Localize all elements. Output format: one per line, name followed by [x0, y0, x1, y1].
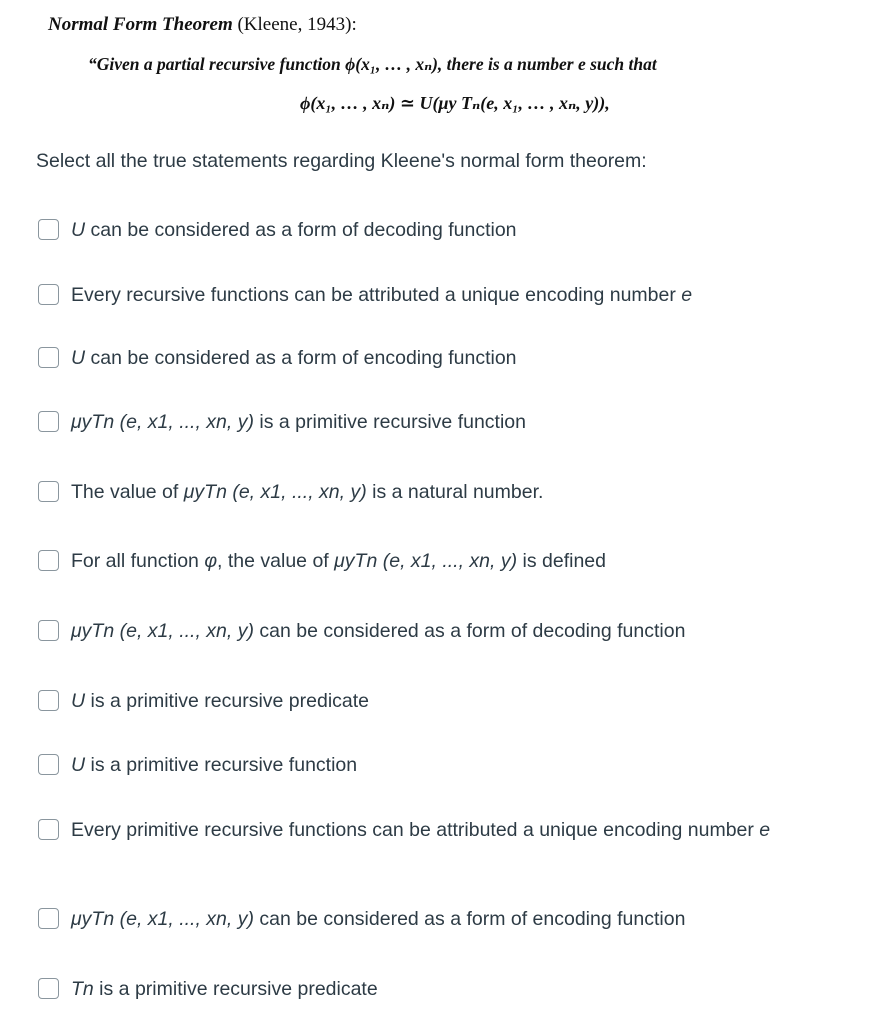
- math-term: U: [71, 219, 86, 241]
- option-label: [71, 977, 851, 1001]
- option-text: Every primitive recursive functions can be attributed a unique encoding number: [71, 819, 760, 841]
- checkbox[interactable]: [38, 481, 59, 502]
- option-label: [71, 480, 851, 504]
- option-text: is a primitive recursive predicate: [85, 690, 370, 712]
- option-text: , the value of: [217, 550, 335, 572]
- option-9[interactable]: [38, 753, 858, 777]
- math-term: e: [759, 819, 771, 841]
- option-label: [71, 753, 851, 777]
- math-term: U: [71, 347, 86, 369]
- option-text: is a primitive recursive function: [253, 411, 526, 433]
- option-label: [71, 818, 851, 842]
- option-label: [71, 689, 851, 713]
- checkbox[interactable]: [38, 690, 59, 711]
- option-4[interactable]: [38, 410, 858, 434]
- option-text: Every recursive functions can be attributed a unique encoding number: [71, 284, 682, 306]
- checkbox[interactable]: [38, 219, 59, 240]
- option-text: is a natural number.: [366, 481, 544, 503]
- checkbox[interactable]: [38, 411, 59, 432]
- option-10[interactable]: [38, 818, 858, 842]
- question-prompt: Select all the true statements regarding Kleene's normal form theorem:: [36, 150, 647, 172]
- option-text: is defined: [517, 550, 607, 572]
- option-label: [71, 410, 851, 434]
- option-6[interactable]: [38, 549, 858, 573]
- math-term: μyTn (e, x1, ..., xn, y): [183, 481, 367, 503]
- option-label: [71, 283, 851, 307]
- option-label: [71, 549, 851, 573]
- option-text: can be considered as a form of decoding function: [85, 219, 517, 241]
- option-12[interactable]: [38, 977, 858, 1001]
- checkbox[interactable]: [38, 908, 59, 929]
- checkbox[interactable]: [38, 620, 59, 641]
- math-term: μyTn (e, x1, ..., xn, y): [71, 908, 254, 930]
- option-text: can be considered as a form of decoding function: [253, 620, 686, 642]
- checkbox[interactable]: [38, 978, 59, 999]
- checkbox[interactable]: [38, 819, 59, 840]
- theorem-formula: ϕ(x₁, … , xₙ) ≃ U(μy Tₙ(e, x₁, … , xₙ, y)),: [300, 93, 610, 113]
- option-label: [71, 346, 851, 370]
- option-8[interactable]: [38, 689, 858, 713]
- theorem-statement: “Given a partial recursive function ϕ(x₁, … , xₙ), there is a number e such that: [88, 54, 657, 74]
- math-term: μyTn (e, x1, ..., xn, y): [334, 550, 518, 572]
- theorem-source: (Kleene, 1943):: [232, 14, 357, 35]
- math-term: μyTn (e, x1, ..., xn, y): [71, 620, 254, 642]
- checkbox[interactable]: [38, 754, 59, 775]
- math-term: μyTn (e, x1, ..., xn, y): [71, 411, 254, 433]
- option-label: [71, 619, 851, 643]
- theorem-name: Normal Form Theorem: [48, 14, 233, 35]
- math-term: φ: [204, 550, 218, 572]
- option-5[interactable]: [38, 480, 858, 504]
- option-1[interactable]: [38, 218, 858, 242]
- option-text: The value of: [71, 481, 184, 503]
- option-2[interactable]: [38, 283, 858, 307]
- option-text: For all function: [71, 550, 205, 572]
- math-term: U: [71, 690, 86, 712]
- option-7[interactable]: [38, 619, 858, 643]
- option-label: [71, 907, 851, 931]
- math-term: e: [681, 284, 693, 306]
- option-text: is a primitive recursive function: [85, 754, 358, 776]
- checkbox[interactable]: [38, 284, 59, 305]
- math-term: U: [71, 754, 86, 776]
- math-term: Tn: [71, 978, 94, 1000]
- theorem-title: [48, 14, 357, 36]
- checkbox[interactable]: [38, 550, 59, 571]
- option-text: can be considered as a form of encoding function: [253, 908, 686, 930]
- option-text: can be considered as a form of encoding function: [85, 347, 517, 369]
- option-3[interactable]: [38, 346, 858, 370]
- option-11[interactable]: [38, 907, 858, 931]
- option-label: [71, 218, 851, 242]
- checkbox[interactable]: [38, 347, 59, 368]
- option-text: is a primitive recursive predicate: [93, 978, 378, 1000]
